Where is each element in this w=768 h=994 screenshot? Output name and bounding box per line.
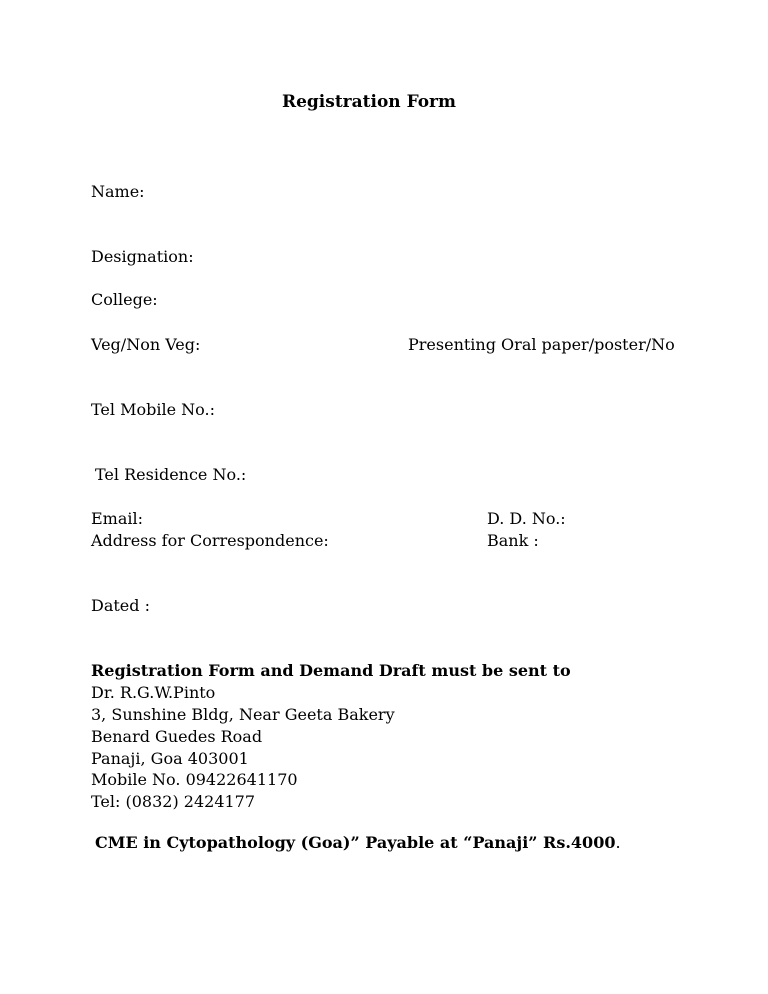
address-line: 3, Sunshine Bldg, Near Geeta Bakery — [91, 705, 395, 724]
name-label: Name: — [91, 182, 145, 201]
college-label: College: — [91, 290, 158, 309]
tel-mobile-label: Tel Mobile No.: — [91, 400, 215, 419]
form-title: Registration Form — [281, 92, 457, 112]
address-line: Benard Guedes Road — [91, 727, 263, 746]
presenting-label: Presenting Oral paper/poster/No — [408, 335, 675, 354]
dated-label: Dated : — [91, 596, 150, 615]
address-line: Tel: (0832) 2424177 — [91, 792, 256, 811]
payment-note-bold: CME in Cytopathology (Goa)” Payable at “Panaji” Rs.4000 — [95, 833, 616, 852]
veg-non-veg-label: Veg/Non Veg: — [91, 335, 201, 354]
address-label: Address for Correspondence: — [91, 531, 329, 550]
designation-label: Designation: — [91, 247, 194, 266]
address-line: Mobile No. 09422641170 — [91, 770, 298, 789]
send-to-heading: Registration Form and Demand Draft must be sent to — [91, 661, 571, 680]
email-label: Email: — [91, 509, 144, 528]
payment-note-trailing: . — [615, 833, 621, 852]
address-line: Panaji, Goa 403001 — [91, 749, 249, 768]
bank-label: Bank : — [487, 531, 539, 550]
dd-no-label: D. D. No.: — [487, 509, 566, 528]
payment-note — [95, 834, 621, 852]
address-line: Dr. R.G.W.Pinto — [91, 683, 216, 702]
tel-residence-label: Tel Residence No.: — [95, 465, 247, 484]
